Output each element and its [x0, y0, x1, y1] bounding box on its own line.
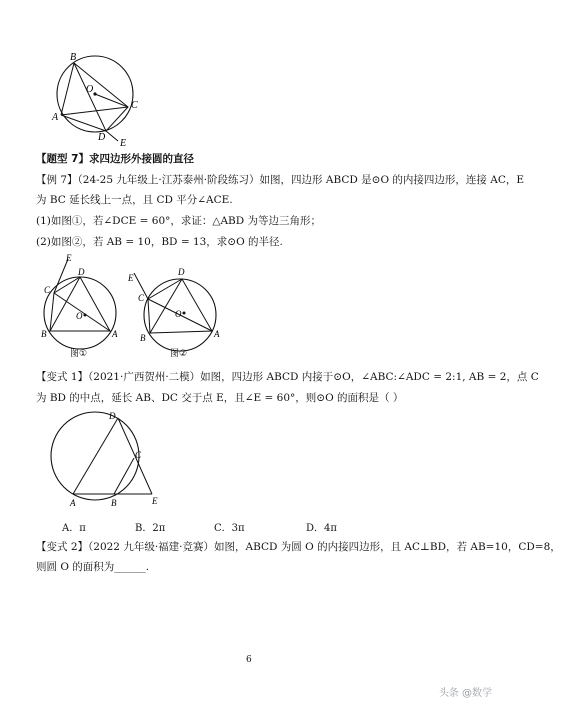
- label-e: E: [152, 496, 158, 506]
- example7-line2: 为 BC 延长线上一点，且 CD 平分∠ACE.: [36, 194, 233, 206]
- center-dot: [183, 312, 186, 315]
- option-c: C．3π: [214, 523, 245, 534]
- variant1-line1: 【变式 1】（2021·广西贺州·二模）如图，四边形 ABCD 内接于⊙O，∠ABC:∠ADC = 2:1, AB = 2，点 C: [36, 371, 539, 383]
- extension-ce: [54, 259, 68, 293]
- label-o: O: [175, 309, 182, 319]
- segment-oc: [95, 94, 128, 107]
- figure-1-caption: 图①: [70, 349, 88, 359]
- watermark: 头条 @数学: [438, 688, 492, 699]
- label-c: C: [44, 285, 51, 295]
- label-e: E: [128, 273, 134, 283]
- variant2-line2: 则圆 O 的面积为______.: [36, 561, 150, 573]
- example7-line1: 【例 7】（24-25 九年级上·江苏泰州·阶段练习）如图，四边形 ABCD 是⊙O 的内接四边形，连接 AC，E: [36, 174, 525, 186]
- label-d: D: [78, 267, 85, 277]
- center-dot: [93, 92, 96, 95]
- label-a: A: [52, 112, 59, 123]
- chord-ac: [61, 107, 128, 115]
- label-a: A: [214, 329, 220, 339]
- variant1-line2: 为 BD 的中点，延长 AB、DC 交于点 E，且∠E = 60°，则⊙O 的面积是（ ）: [36, 392, 404, 404]
- example7-part1: (1)如图①，若∠DCE = 60°，求证：△ABD 为等边三角形；: [36, 215, 322, 227]
- label-o: O: [76, 311, 83, 321]
- top-circle-figure: [40, 48, 150, 148]
- quad-abcd: [61, 63, 128, 131]
- option-a: A．π: [62, 523, 86, 534]
- label-e: E: [120, 138, 127, 149]
- label-a: A: [70, 498, 76, 508]
- extension-ce: [106, 131, 118, 141]
- label-o: O: [86, 84, 94, 95]
- label-b: B: [111, 498, 117, 508]
- label-d: D: [109, 411, 116, 421]
- option-d: D．4π: [306, 523, 337, 534]
- type7-heading: 【题型 7】求四边形外接圆的直径: [36, 153, 194, 165]
- label-b: B: [70, 52, 77, 63]
- label-d: D: [178, 267, 185, 277]
- label-c: C: [135, 450, 142, 460]
- label-e: E: [66, 253, 72, 263]
- label-a: A: [112, 329, 118, 339]
- label-d: D: [98, 132, 106, 143]
- label-c: C: [131, 100, 138, 111]
- variant1-figure: [40, 410, 170, 510]
- page-number: 6: [246, 655, 252, 665]
- option-b: B．2π: [135, 523, 166, 534]
- center-dot: [84, 314, 87, 317]
- example7-part2: (2)如图②，若 AB = 10，BD = 13，求⊙O 的半径.: [36, 236, 283, 248]
- figure-2-caption: 图②: [170, 349, 188, 359]
- label-c: C: [138, 293, 145, 303]
- triangle-abd: [50, 277, 110, 331]
- label-b: B: [41, 329, 47, 339]
- chord-bd: [150, 279, 182, 333]
- segment-ad: [73, 418, 118, 494]
- variant2-line1: 【变式 2】（2022 九年级·福建·竞赛）如图，ABCD 为圆 O 的内接四边形，且 AC⊥BD，若 AB=10，CD=8，: [36, 541, 561, 553]
- label-b: B: [140, 333, 146, 343]
